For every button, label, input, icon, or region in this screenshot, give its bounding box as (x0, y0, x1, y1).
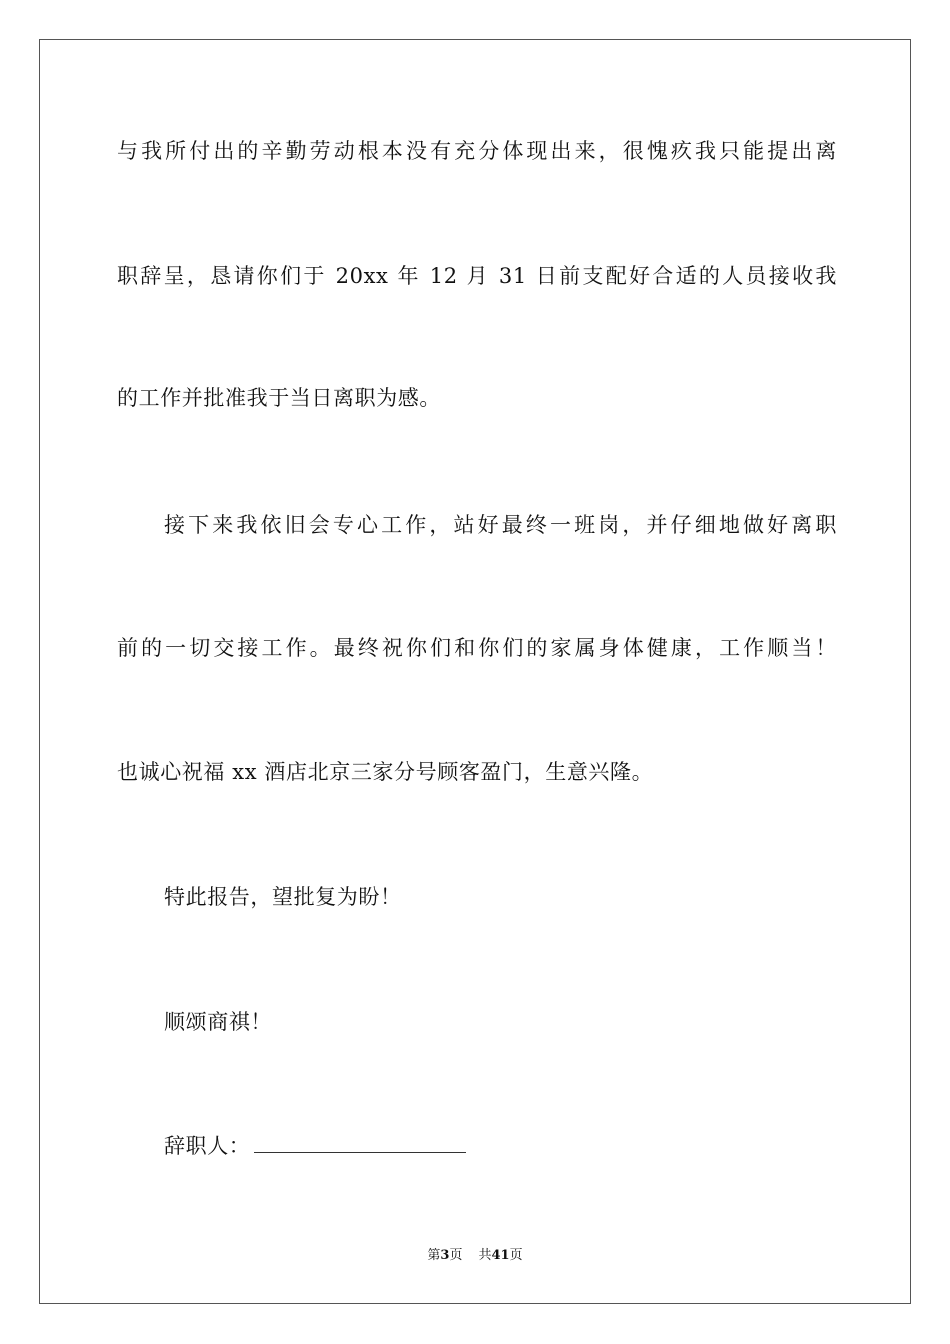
signature-row (164, 1131, 837, 1161)
page-border (39, 39, 911, 1304)
signature-label: 辞职人： (164, 1134, 251, 1158)
page-total: 41 (491, 1248, 510, 1263)
closing-greeting: 顺颂商祺！ (164, 1010, 272, 1034)
total-prefix: 共 (478, 1248, 492, 1263)
page-prefix: 第 (427, 1248, 441, 1263)
body-line-6: 也诚心祝福 xx 酒店北京三家分号顾客盈门，生意兴隆。 (117, 760, 654, 784)
body-line-5: 前的一切交接工作。最终祝你们和你们的家属身体健康，工作顺当！ (117, 636, 837, 660)
page-footer (0, 1247, 950, 1265)
body-line-2: 职辞呈，恳请你们于 20xx 年 12 月 31 日前支配好合适的人员接收我 (117, 264, 837, 288)
body-line-4: 接下来我依旧会专心工作，站好最终一班岗，并仔细地做好离职 (164, 513, 837, 537)
signature-blank-line (254, 1132, 466, 1153)
total-suffix: 页 (509, 1248, 523, 1263)
page-suffix: 页 (449, 1248, 463, 1263)
closing-request: 特此报告，望批复为盼！ (164, 885, 402, 909)
page-current: 3 (440, 1248, 450, 1263)
body-line-1: 与我所付出的辛勤劳动根本没有充分体现出来，很愧疚我只能提出离 (117, 139, 837, 163)
body-line-3: 的工作并批准我于当日离职为感。 (117, 386, 441, 410)
